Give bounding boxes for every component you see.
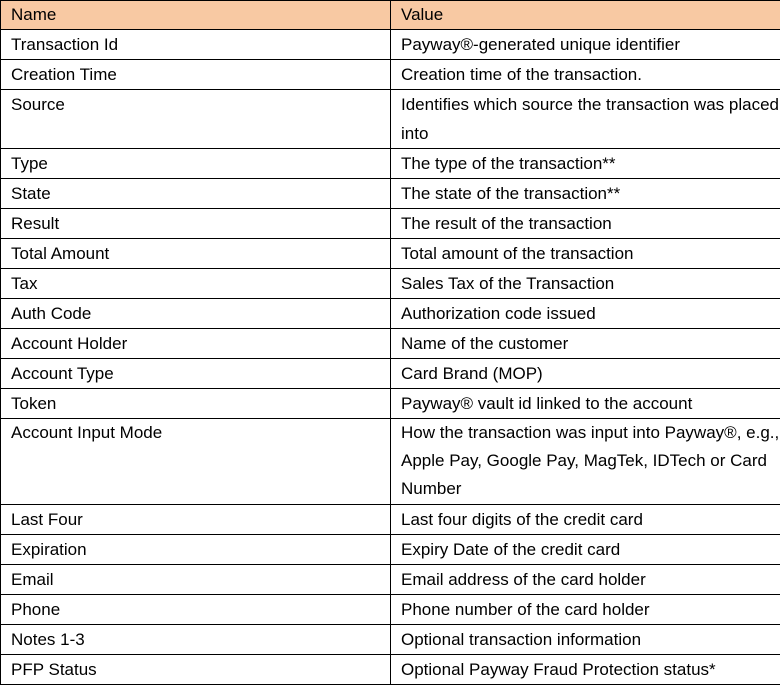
table-row xyxy=(1,329,780,359)
row-value-cell: Phone number of the card holder xyxy=(391,595,780,625)
row-name-cell: Auth Code xyxy=(1,299,391,329)
table-row xyxy=(1,179,780,209)
column-header-value: Value xyxy=(391,1,780,30)
row-value-cell: The type of the transaction** xyxy=(391,149,780,179)
row-value-cell: Identifies which source the transaction was placed into xyxy=(391,90,780,149)
row-name-cell: Email xyxy=(1,565,391,595)
row-name-cell: Phone xyxy=(1,595,391,625)
row-value-cell: Optional Payway Fraud Protection status* xyxy=(391,655,780,685)
row-name-cell: Account Type xyxy=(1,359,391,389)
row-name-cell: Result xyxy=(1,209,391,239)
row-name-cell: Source xyxy=(1,90,391,149)
table-row xyxy=(1,535,780,565)
row-name-cell: PFP Status xyxy=(1,655,391,685)
row-name-cell: Total Amount xyxy=(1,239,391,269)
row-name-cell: Creation Time xyxy=(1,60,391,90)
table-row xyxy=(1,90,780,149)
row-name-cell: Last Four xyxy=(1,505,391,535)
row-value-cell: Sales Tax of the Transaction xyxy=(391,269,780,299)
table-row xyxy=(1,655,780,685)
row-value-cell: The result of the transaction xyxy=(391,209,780,239)
table-row xyxy=(1,209,780,239)
table-row xyxy=(1,505,780,535)
row-name-cell: Expiration xyxy=(1,535,391,565)
row-value-cell: Last four digits of the credit card xyxy=(391,505,780,535)
row-value-cell: Authorization code issued xyxy=(391,299,780,329)
row-value-cell: Optional transaction information xyxy=(391,625,780,655)
row-name-cell: Transaction Id xyxy=(1,30,391,60)
table-row xyxy=(1,595,780,625)
row-name-cell: Notes 1-3 xyxy=(1,625,391,655)
row-value-cell: Name of the customer xyxy=(391,329,780,359)
table-row xyxy=(1,565,780,595)
row-value-cell: Expiry Date of the credit card xyxy=(391,535,780,565)
table-row xyxy=(1,625,780,655)
table-row xyxy=(1,60,780,90)
row-value-cell: Payway® vault id linked to the account xyxy=(391,389,780,419)
row-value-cell: Payway®-generated unique identifier xyxy=(391,30,780,60)
row-name-cell: Token xyxy=(1,389,391,419)
row-value-cell: Creation time of the transaction. xyxy=(391,60,780,90)
table-row xyxy=(1,30,780,60)
table-row xyxy=(1,299,780,329)
row-value-cell: How the transaction was input into Payway®, e.g., Apple Pay, Google Pay, MagTek, IDTech or Card Number xyxy=(391,419,780,505)
row-name-cell: State xyxy=(1,179,391,209)
table-header-row xyxy=(1,1,780,30)
table-row xyxy=(1,389,780,419)
table-row xyxy=(1,419,780,505)
row-name-cell: Tax xyxy=(1,269,391,299)
table-row xyxy=(1,269,780,299)
row-name-cell: Account Input Mode xyxy=(1,419,391,505)
row-value-cell: Card Brand (MOP) xyxy=(391,359,780,389)
row-value-cell: Total amount of the transaction xyxy=(391,239,780,269)
table-row xyxy=(1,239,780,269)
table-row xyxy=(1,359,780,389)
row-value-cell: The state of the transaction** xyxy=(391,179,780,209)
column-header-name: Name xyxy=(1,1,391,30)
row-name-cell: Account Holder xyxy=(1,329,391,359)
row-value-cell: Email address of the card holder xyxy=(391,565,780,595)
row-name-cell: Type xyxy=(1,149,391,179)
table-row xyxy=(1,149,780,179)
